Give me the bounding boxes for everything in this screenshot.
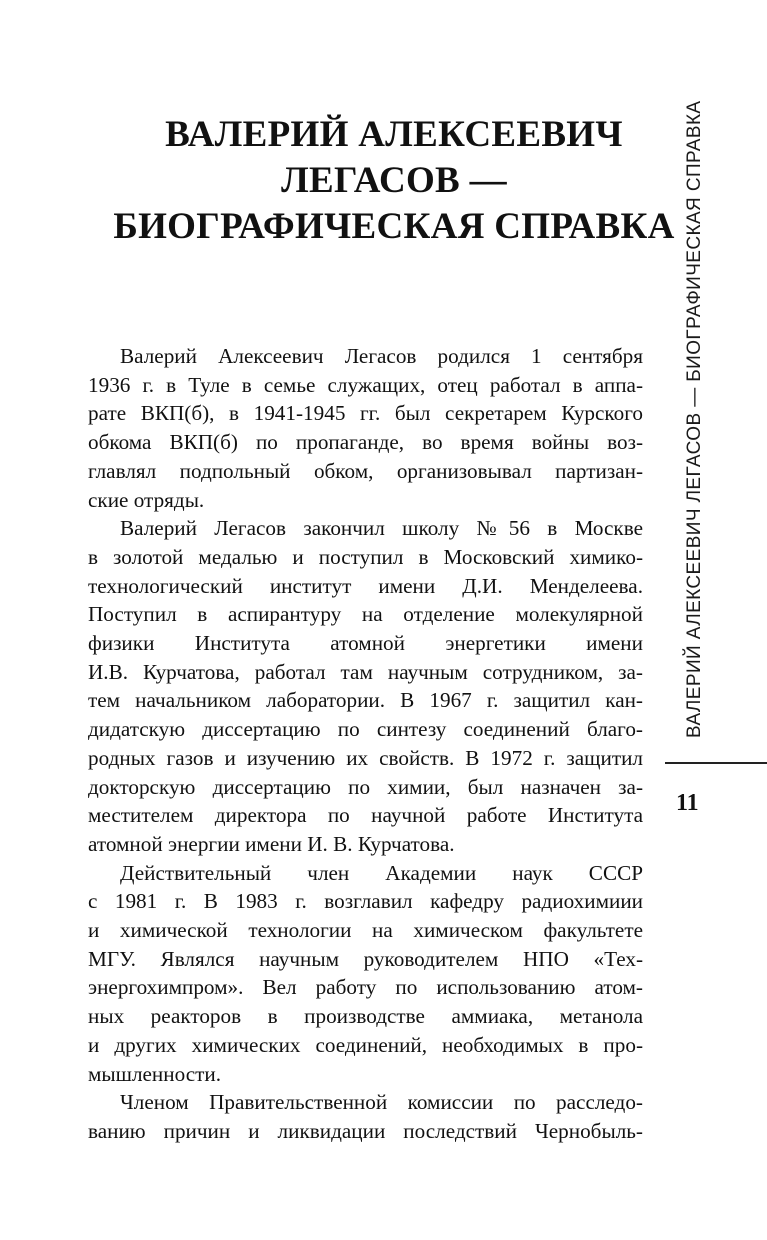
paragraph-2-line-6: И.В. Курчатова, работал там научным сотрудником, за- (88, 659, 643, 684)
paragraph-2-line-8: дидатскую диссертацию по синтезу соединений благо- (88, 717, 643, 742)
paragraph-2-line-1: Валерий Легасов закончил школу №56 в Москве (120, 516, 643, 541)
paragraph-3-line-7: и других химических соединений, необходимых в про- (88, 1032, 643, 1057)
paragraph-1-line-3: рате ВКП(б), в 1941-1945 гг. был секретарем Курского (88, 401, 643, 426)
paragraph-3-line-3: и химической технологии на химическом факультете (88, 918, 643, 943)
paragraph-2-line-3: технологический институт имени Д.И. Менделеева. (88, 573, 643, 598)
paragraph-4-line-2: ванию причин и ликвидации последствий Чернобыль- (88, 1118, 643, 1143)
paragraph-2-line-2: в золотой медалью и поступил в Московский химико- (88, 544, 643, 569)
paragraph-2-line-12: атомной энергии имени И. В. Курчатова. (88, 831, 455, 856)
paragraph-1-line-4: обкома ВКП(б) по пропаганде, во время войны воз- (88, 430, 643, 455)
paragraph-3-line-2: с 1981 г. В 1983 г. возглавил кафедру радиохимиии (88, 889, 643, 914)
paragraph-3-line-6: ных реакторов в производстве аммиака, метанола (88, 1004, 643, 1029)
title-line-1: ВАЛЕРИЙ АЛЕКСЕЕВИЧ (165, 114, 623, 155)
page-title (60, 112, 728, 250)
title-line-3: БИОГРАФИЧЕСКАЯ СПРАВКА (113, 206, 675, 247)
paragraph-2-line-10: докторскую диссертацию по химии, был назначен за- (88, 774, 643, 799)
page-number: 11 (676, 790, 699, 816)
paragraph-1-line-1: Валерий Алексеевич Легасов родился 1 сентября (120, 344, 643, 368)
paragraph-2-line-9: родных газов и изучению их свойств. В 1972 г. защитил (88, 745, 643, 770)
paragraph-4-line-1: Членом Правительственной комиссии по расследо- (120, 1090, 643, 1115)
margin-rule (665, 762, 767, 764)
title-line-2: ЛЕГАСОВ — (281, 160, 507, 201)
paragraph-1-line-2: 1936 г. в Туле в семье служащих, отец работал в аппа- (88, 372, 643, 397)
paragraph-2-line-4: Поступил в аспирантуру на отделение молекулярной (88, 602, 643, 627)
running-head: ВАЛЕРИЙ АЛЕКСЕЕВИЧ ЛЕГАСОВ — БИОГРАФИЧЕСКАЯ СПРАВКА (684, 100, 705, 738)
paragraph-3-line-8: мышленности. (88, 1061, 222, 1086)
paragraph-2-line-5: физики Института атомной энергетики имени (88, 631, 643, 656)
paragraph-3-line-5: энергохимпром». Вел работу по использованию атом- (88, 975, 643, 1000)
paragraph-3-line-1: Действительный член Академии наук СССР (120, 860, 643, 885)
paragraph-2-line-7: тем начальником лаборатории. В 1967 г. защитил кан- (88, 688, 643, 713)
paragraph-1-line-6: ские отряды. (88, 487, 205, 512)
paragraph-1-line-5: главлял подпольный обком, организовывал партизан- (88, 458, 643, 483)
body-text (88, 342, 643, 1146)
paragraph-2-line-11: местителем директора по научной работе Института (88, 803, 643, 828)
paragraph-3-line-4: МГУ. Являлся научным руководителем НПО «Тех- (88, 946, 643, 971)
